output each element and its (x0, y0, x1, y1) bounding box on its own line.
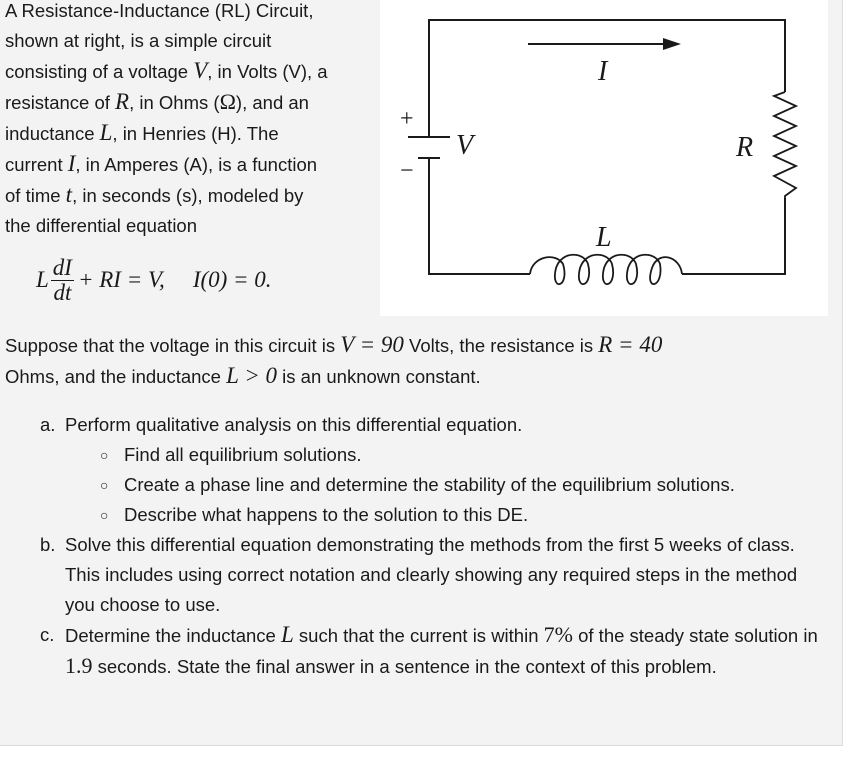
intro-line: A Resistance-Inductance (RL) Circuit, (5, 0, 314, 21)
task-a-subitems (100, 440, 830, 530)
intro-line: inductance L, in Henries (H). The (5, 120, 279, 145)
math-V: V (193, 58, 208, 83)
math-v-value: V = 90 (340, 332, 404, 357)
math-r-value: R = 40 (598, 332, 663, 357)
math-I: I (67, 151, 76, 176)
bullet-icon: ○ (100, 507, 109, 523)
current-arrow-icon (663, 38, 681, 50)
list-item: ○ Find all equilibrium solutions. (100, 440, 830, 470)
math-percent: 7% (543, 622, 573, 647)
math-t: t (65, 182, 73, 207)
rl-circuit-icon (380, 0, 828, 316)
label-plus: + (400, 106, 414, 132)
label-minus: − (400, 158, 414, 184)
math-seconds: 1.9 (65, 653, 93, 678)
intro-line: shown at right, is a simple circuit (5, 30, 272, 51)
bullet-icon: ○ (100, 447, 109, 463)
intro-line: consisting of a voltage V, in Volts (V), a (5, 58, 328, 83)
eq-initial-condition: I(0) = 0. (192, 267, 272, 292)
differential-equation (36, 250, 272, 310)
label-voltage: V (456, 130, 474, 161)
intro-line: the differential equation (5, 215, 198, 236)
task-list (40, 410, 830, 682)
intro-line: resistance of R, in Ohms (Ω), and an (5, 89, 309, 114)
list-item: ○ Describe what happens to the solution to this DE. (100, 500, 830, 530)
intro-paragraph (5, 0, 385, 241)
math-L: L (99, 120, 113, 145)
intro-line: current I, in Amperes (A), is a function (5, 151, 318, 176)
math-l-condition: L > 0 (226, 363, 278, 388)
math-R: R (115, 89, 130, 114)
label-current: I (598, 56, 608, 87)
intro-line: of time t, in seconds (s), modeled by (5, 182, 304, 207)
label-resistance: R (736, 132, 754, 163)
circuit-diagram (380, 0, 828, 316)
eq-coeff: L (36, 267, 49, 292)
label-inductance: L (596, 222, 612, 253)
task-a: a. Perform qualitative analysis on this differential equation. (40, 414, 523, 435)
task-b: b. Solve this differential equation demonstrating the methods from the first 5 weeks of class. This includes using correct notation and clearly showing any required steps in the method you choose to use. (40, 534, 798, 615)
task-c: c. Determine the inductance L such that the current is within 7% of the steady state solution in 1.9 seconds. State the final answer in a sentence in the context of this problem. (40, 622, 818, 678)
eq-rest: + RI = V, (77, 267, 165, 292)
math-L: L (280, 622, 294, 647)
bullet-icon: ○ (100, 477, 109, 493)
eq-derivative: $\frac{dI}{dt}$ (52, 254, 72, 305)
list-item: ○ Create a phase line and determine the stability of the equilibrium solutions. (100, 470, 830, 500)
math-omega: Ω (219, 89, 236, 114)
given-values-paragraph: Suppose that the voltage in this circuit is V = 90 Volts, the resistance is R = 40 Ohms, and the inductance L > 0 is an unknown constant. (5, 332, 663, 388)
